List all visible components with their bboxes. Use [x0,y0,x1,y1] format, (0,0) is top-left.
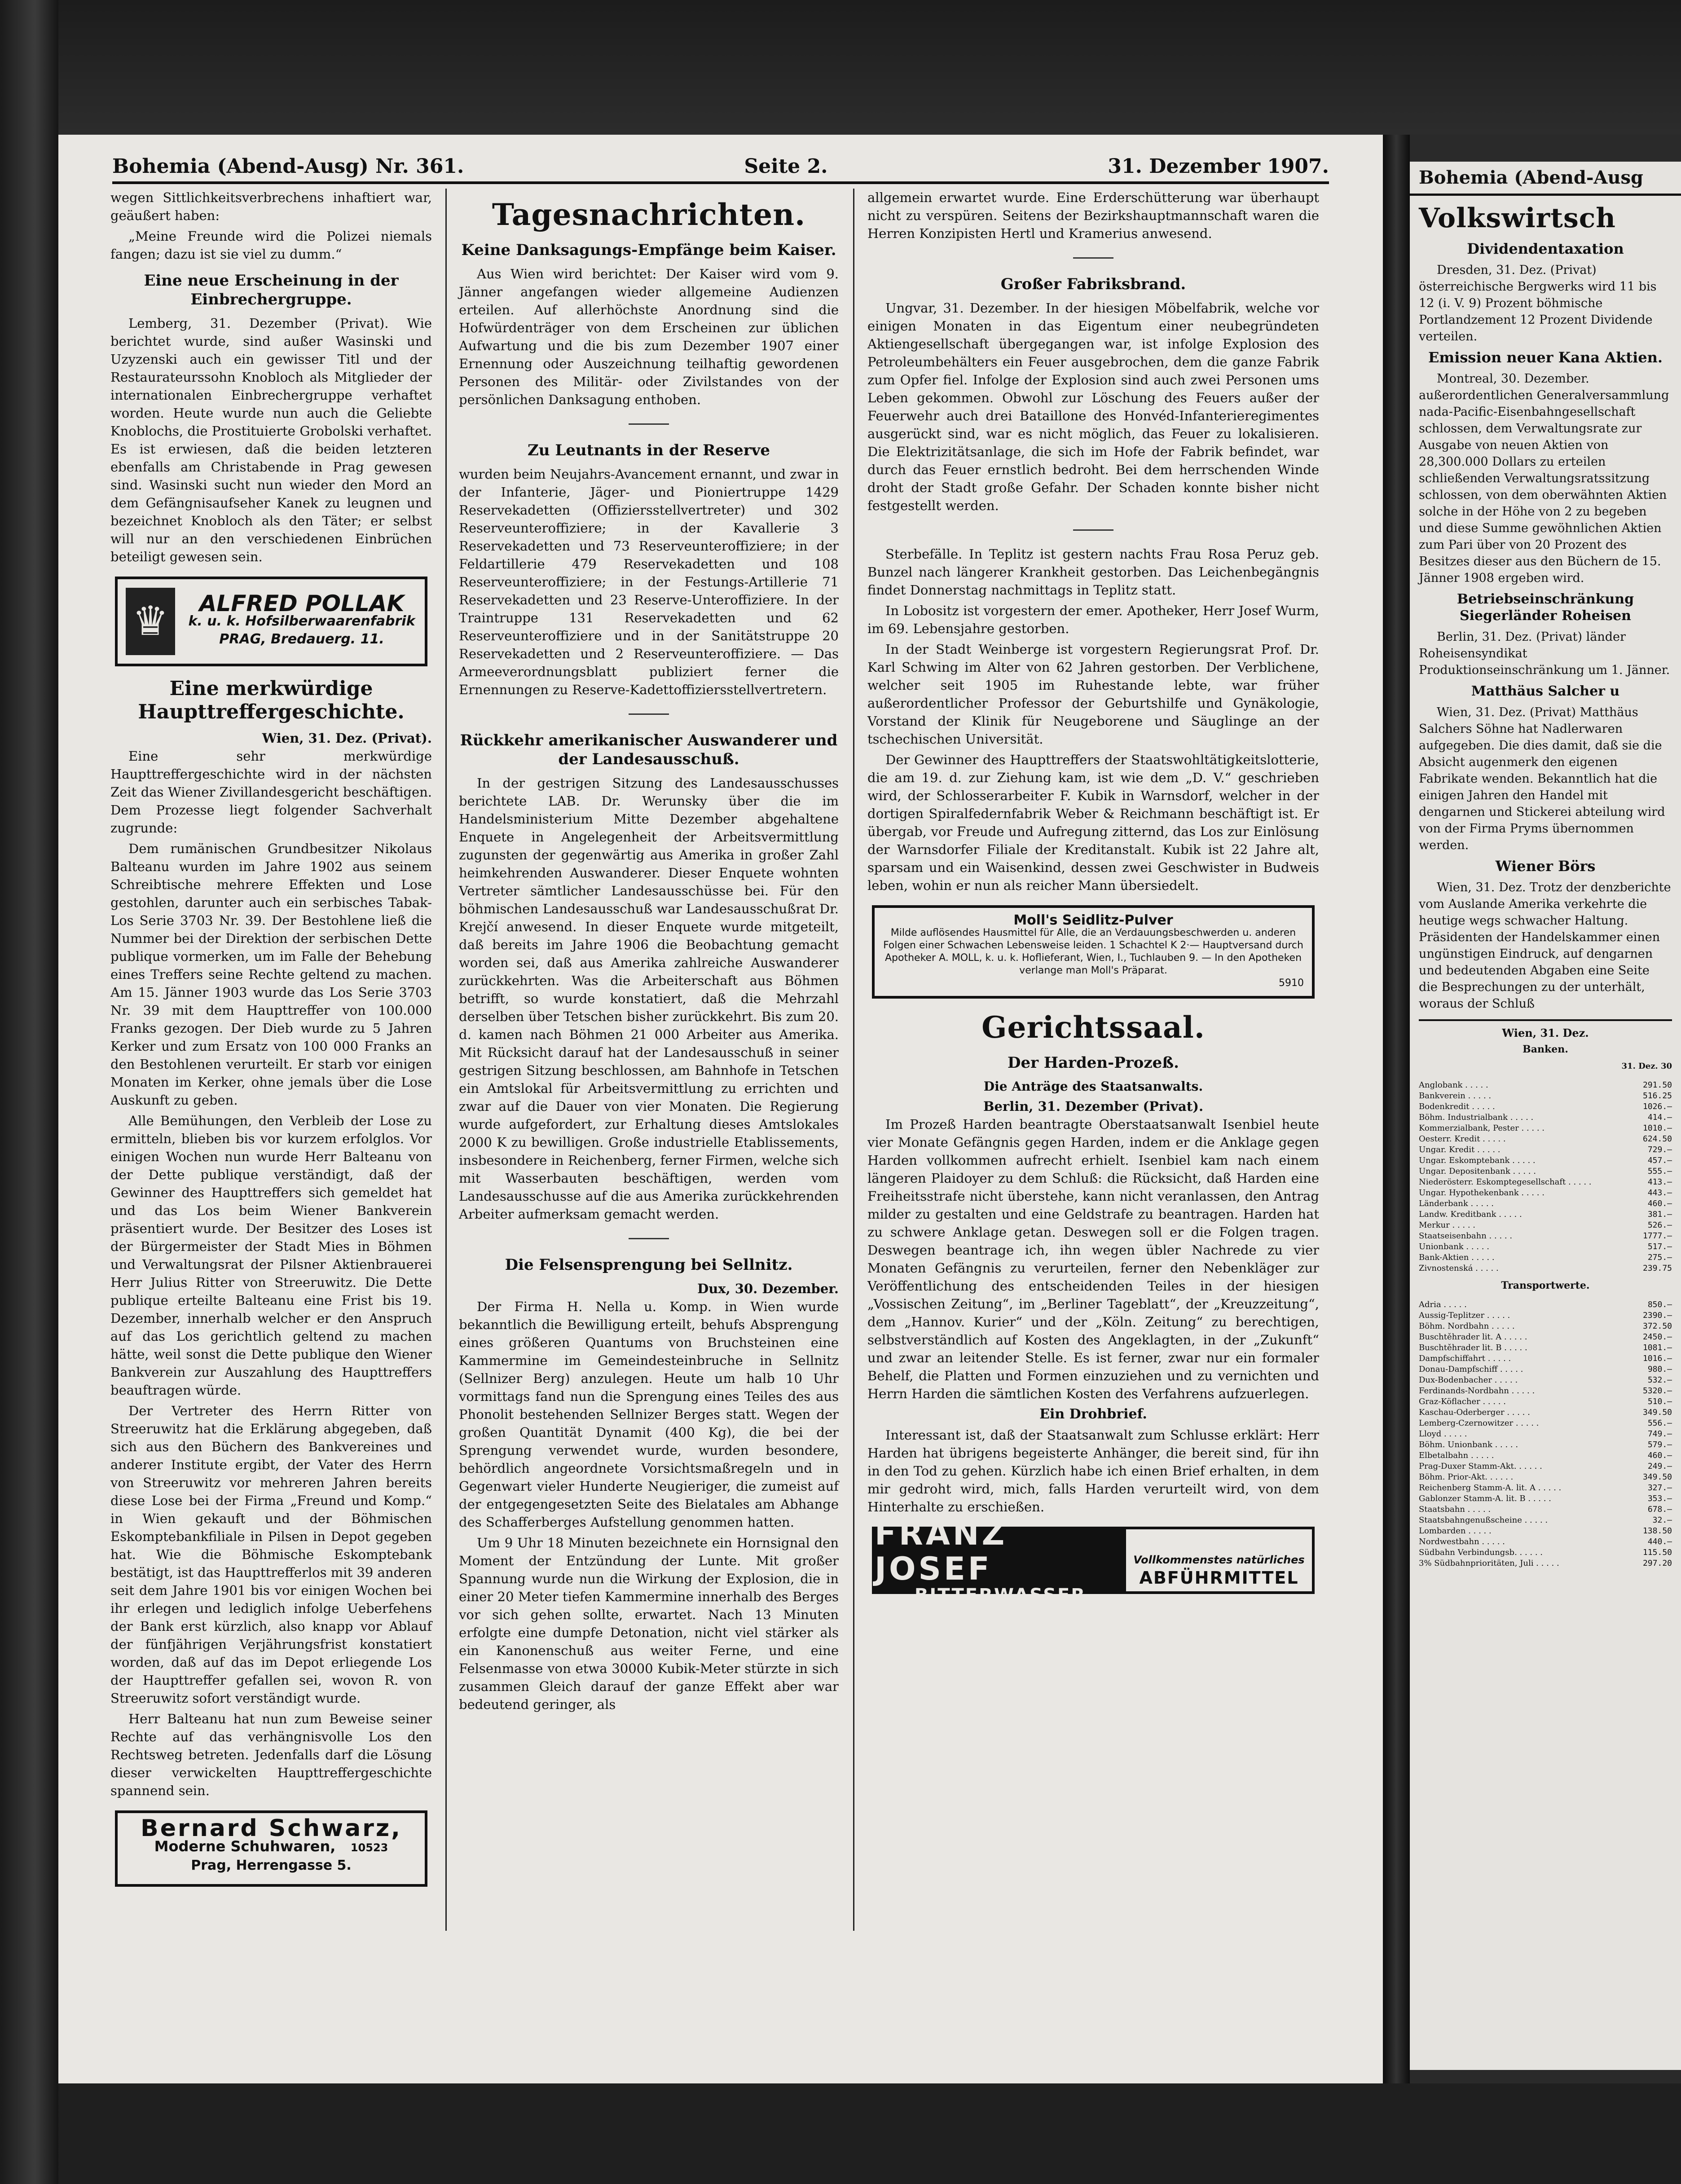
table-row [1419,1418,1672,1429]
article-text: Der Firma H. Nella u. Komp. in Wien wurde bekanntlich die Bewilligung erteilt, behufs Absprengung eines größeren Quantums von Bruchsteinen eine Kammermine im Gemeindesteinbruche in Sellnitz (Sellnizer Berg) anzulegen. Heute um halb 10 Uhr vormittags fand nun die Sprengung eines Teiles des aus Phonolit bestehenden Sellnizer Berges statt. Wegen der großen Quantität Dynamit (400 Kg), die bei der Sprengung verwendet wurde, wurden besondere, behördlich angeordnete Vorsichtsmaßregeln und in Gegenwart vieler Hunderte Neugieriger, die zumeist auf der entgegengesetzten Seite des Bielatales am Abhange des Schafferberges Aufstellung genommen hatten. [459,1299,839,1530]
ad-text: Milde auflösendes Hausmittel für Alle, die an Verdauungsbeschwerden u. anderen Folgen einer Schwachen Lebensweise leiden. 1 Schachtel K 2·— Hauptversand durch Apotheker A. MOLL, k. u. k. Hoflieferant, Wien, I., Tuchlauben 9. — In den Apotheken verlange man Moll's Präparat. [883,927,1303,976]
stock-value: 460.— [1647,1199,1672,1208]
article-dateline: Dux, 30. Dezember. [697,1281,839,1296]
stock-name: Lloyd . . . . . [1419,1429,1467,1439]
article-text: Lemberg, 31. Dezember (Privat). Wie berichtet wurde, sind außer Wasinski und Uzyzenski auch ein gewisser Titl und der Restaurateurssohn Knobloch als Mitglieder der internationalen Einbrechergruppe verhaftet worden. Heute wurde nun auch die Geliebte Knoblochs, die Prostituierte Grobolski verhaftet. Es ist erwiesen, daß die beiden letzteren ebenfalls am Christabende in Prag gewesen sind. Wasinski sucht nun wieder den Mord an dem Gefängnisaufseher Kanek zu leugnen und bezeichnet Knobloch als den Täter; er selbst will nur an den verschiedenen Einbrüchen beteiligt gewesen sein. [110,316,432,564]
page-header [112,153,1329,184]
stock-value: 850.— [1647,1300,1672,1309]
table-column-header: 31. Dez. 30 [1621,1061,1672,1071]
table-row [1419,1364,1672,1375]
table-row [1419,1123,1672,1134]
article-text: Eine sehr merkwürdige Haupttreffergeschichte wird in der nächsten Zeit das Wiener Zivillandesgericht beschäftigen. Dem Prozesse liegt folgender Sachverhalt zugrunde: [110,749,432,836]
page-header: Bohemia (Abend-Ausg [1410,162,1681,196]
stock-name: Böhm. Industrialbank . . . . . [1419,1113,1534,1122]
transport-table [1419,1299,1672,1569]
table-row [1419,1155,1672,1166]
table-row [1419,1188,1672,1198]
ad-number: 10523 [350,1841,388,1854]
stock-value: 1081.— [1642,1343,1672,1352]
article-text: In der Stadt Weinberge ist vorgestern Regierungsrat Prof. Dr. Karl Schwing im Alter von 62 Jahren gestorben. Der Verblichene, welcher seit 1905 im Ruhestande lebte, war früher außerordentlicher Professor der Geburtshilfe und Gynäkologie, Vorstand der Klinik für Neugeborene und Säuglinge an der tschechischen Universität. [867,642,1319,747]
stock-name: Lombarden . . . . . [1419,1526,1492,1536]
section-title: Tagesnachrichten. [492,197,806,232]
stock-name: Bankverein . . . . . [1419,1091,1492,1101]
article-text: Im Prozeß Harden beantragte Oberstaatsanwalt Isenbiel heute vier Monate Gefängnis gegen Harden, indem er die Anklage gegen Harden vollkommen aufrecht erhielt. Isenbiel kam nach einem längeren Plaidoyer zu dem Schluß: die Rücksicht, daß Harden eine Freiheitsstrafe nicht überstehe, kann nicht veranlassen, den Antrag milder zu gestalten und eine Geldstrafe zu beantragen. Harden hat zu schwere Anklage getan. Deswegen soll er die Folgen tragen. Deswegen beantrage ich, ihn wegen übler Nachrede zu vier Monaten Gefängnis zu verurteilen, ferner den Nebenkläger zur Veröffentlichung des entscheidenden Teiles in der hiesigen „Vossischen Zeitung“, im „Berliner Tageblatt“, der „Kreuzzeitung“, dem „Hannov. Kurier“ und der „Köln. Zeitung“ zu berechtigen, selbstverständlich auf Kosten des Angeklagten, in der „Zukunft“ und zwar an leitender Stelle. Es ist ferner, zwar nur ein formaler Behelf, die Platten und Formen einzuziehen und zu vernichten und Herrn Harden die sämtlichen Kosten des Verfahrens aufzuerlegen. [867,1117,1319,1401]
table-row [1419,1252,1672,1263]
stock-name: Ferdinands-Nordbahn . . . . . [1419,1386,1535,1396]
stock-name: Anglobank . . . . . [1419,1080,1488,1090]
table-row [1419,1537,1672,1547]
stock-value: 138.50 [1642,1526,1672,1536]
table-row [1419,1526,1672,1537]
stock-name: Elbetalbahn . . . . . [1419,1451,1494,1460]
table-row [1419,1198,1672,1209]
stock-value: 556.— [1647,1418,1672,1428]
ad-line: Vollkommenstes natürliches [1133,1554,1305,1566]
adjacent-page [1410,162,1681,2070]
stock-name: Böhm. Nordbahn . . . . . [1419,1321,1515,1331]
crown-logo-icon: ♛ [126,588,175,655]
article-text: Dem rumänischen Grundbesitzer Nikolaus Balteanu wurden im Jahre 1902 aus seinem Schreibtische mehrere Effekten und Lose gestohlen, darunter auch ein serbisches Tabak-Los Serie 3703 Nr. 39. Der Bestohlene ließ die Nummer bei der Direktion der serbischen Dette publique vormerken, um im Falle der Behebung eines Treffers seine Rechte geltend zu machen. Am 15. Jänner 1903 wurde das Los Serie 3703 Nr. 39 mit dem Haupttreffer von 100.000 Franks gezogen. Der Dieb wurde zu 5 Jahren Kerker und zum Ersatz von 100 000 Franks an den Bestohlenen verurteilt. Er starb vor einigen Monaten im Kerker, ohne jemals über die Lose Auskunft zu geben. [110,841,432,1108]
stock-name: Böhm. Unionbank . . . . . [1419,1440,1518,1449]
stock-value: 5320.— [1642,1386,1672,1396]
stock-name: Bodenkredit . . . . . [1419,1102,1495,1111]
stock-name: Nordwestbahn . . . . . [1419,1537,1505,1546]
stock-value: 327.— [1647,1483,1672,1493]
table-row [1419,1353,1672,1364]
stock-name: Landw. Kreditbank . . . . . [1419,1210,1522,1219]
stock-value: 526.— [1647,1220,1672,1230]
table-row [1419,1091,1672,1101]
header-left: Bohemia (Abend-Ausg) Nr. 361. [112,155,464,178]
article-text: Alle Bemühungen, den Verbleib der Lose zu ermitteln, blieben bis vor kurzem erfolglos. Vor einigen Wochen nun wurde Herr Balteanu von der Dette publique verständigt, daß der Gewinner des Haupttreffers sich gemeldet hat und das Los beim Wiener Bankverein präsentiert wurde. Der Besitzer des Loses ist der Bürgermeister der Stadt Mies in Böhmen und Verwaltungsrat der Pilsner Aktienbrauerei Herr Julius Ritter von Streeruwitz. Die Dette publique erteilte Balteanu eine Frist bis 19. Dezember, innerhalb welcher er den Anspruch auf das Los gerichtlich geltend zu machen hätte, weil sonst die Dette publique den Wiener Bankverein zur Auszahlung des Haupttreffers beauftragen würde. [110,1113,432,1398]
stock-value: 980.— [1647,1365,1672,1374]
table-row [1419,1450,1672,1461]
stock-name: 3% Südbahnprioritäten, Juli . . . . . [1419,1559,1559,1568]
table-row [1419,1231,1672,1242]
stock-name: Ungar. Depositenbank . . . . . [1419,1167,1536,1176]
article-dateline: Berlin, 31. Dezember (Privat). [983,1099,1204,1114]
table-row [1419,1343,1672,1353]
article-text: Wien, 31. Dez. (Privat) Matthäus Salchers Söhne hat Nadlerwaren aufgegeben. Die dies damit, daß sie die Absicht augenmerk den eigenen Fabrikate wenden. Bekanntlich hat die einigen Jahren den Handel mit dengarnen und Stickerei abteilung wird von der Firma Pryms übernommen werden. [1419,705,1665,852]
stock-value: 349.50 [1642,1408,1672,1417]
stock-name: Oesterr. Kredit . . . . . [1419,1134,1506,1144]
stock-value: 1016.— [1642,1354,1672,1363]
stock-value: 516.25 [1642,1091,1672,1101]
page-gutter [1383,135,1410,2083]
table-row [1419,1209,1672,1220]
stock-name: Staatseisenbahn . . . . . [1419,1231,1513,1241]
stock-value: 510.— [1647,1397,1672,1406]
table-row [1419,1321,1672,1332]
stock-value: 2390.— [1642,1311,1672,1320]
article-headline: Rückkehr amerikanischer Auswanderer und der Landesausschuß. [460,731,838,768]
ad-number: 5910 [1279,978,1304,989]
stock-value: 555.— [1647,1167,1672,1176]
stock-name: Gablonzer Stamm-A. lit. B . . . . . [1419,1494,1551,1503]
ad-line: Prag, Herrengasse 5. [191,1858,352,1873]
stock-name: Niederösterr. Eskomptegesellschaft . . . . . [1419,1177,1592,1187]
stock-value: 1010.— [1642,1123,1672,1133]
stock-name: Graz-Köflacher . . . . . [1419,1397,1506,1406]
table-row [1419,1101,1672,1112]
table-row [1419,1504,1672,1515]
stock-name: Dampfschiffahrt . . . . . [1419,1354,1511,1363]
stock-value: 275.— [1647,1253,1672,1262]
table-row [1419,1483,1672,1493]
stock-value: 457.— [1647,1156,1672,1165]
article-headline: Eine neue Erscheinung in der Einbrechergruppe. [144,272,399,308]
stock-table [1419,1019,1672,1569]
stock-name: Buschtěhrader lit. A . . . . . [1419,1332,1527,1342]
stock-value: 624.50 [1642,1134,1672,1144]
article-headline: Dividendentaxation [1467,240,1624,257]
stock-value: 349.50 [1642,1472,1672,1482]
ad-line: BITTERWASSER [914,1585,1087,1606]
ad-name: ALFRED POLLAK [199,590,405,616]
table-row [1419,1558,1672,1569]
stock-name: Bank-Aktien . . . . . [1419,1253,1495,1262]
article-headline: Ein Drohbrief. [1039,1406,1147,1422]
article-headline: Wiener Börs [1495,858,1596,875]
article-headline: Eine merkwürdige Haupttreffergeschichte. [138,677,405,723]
stock-name: Reichenberg Stamm-A. lit. A . . . . . [1419,1483,1562,1493]
stock-name: Ungar. Hypothekenbank . . . . . [1419,1188,1545,1198]
article-text: Der Vertreter des Herrn Ritter von Streeruwitz hat die Erklärung abgegeben, daß sich aus den Büchern des Bankvereines und anderer Institute ergibt, der Vater des Herrn von Streeruwitz vor mehreren Jahren bereits diese Lose bei der Firma „Freund und Komp.“ in Wien gekauft und der Böhmischen Eskomptebankfiliale in Pilsen in Depot gegeben hat. Wie die Böhmische Eskomptebank bestätigt, ist das Haupttrefferlos mit 39 anderen seit dem Jahre 1901 bis vor einigen Wochen bei ihr erlegen und lediglich infolge Ueberfehens der Bank erst kürzlich, also knapp vor Ablauf der fünfjährigen Verjährungsfrist konstatiert worden, daß auf das im Depot erliegende Los der Haupttreffer gefallen sei, wovon R. von Streeruwitz sofort verständigt wurde. [110,1403,432,1706]
column-rule [445,189,447,1931]
stock-value: 1026.— [1642,1102,1672,1111]
article-text: Um 9 Uhr 18 Minuten bezeichnete ein Hornsignal den Moment der Entzündung der Lunte. Mit großer Spannung wurde nun die Wirkung der Explosion, die in einer 20 Meter tiefen Kammermine innerhalb des Berges vor sich gehen sollte, erwartet. Nach 13 Minuten erfolgte eine dumpfe Detonation, nicht viel stärker als ein Kanonenschuß aus weiter Ferne, und eine Felsenmasse von etwa 30000 Kubik-Meter stürzte in sich zusammen Gleich darauf der ganze Effekt aber war bedeutend geringer, als [459,1535,839,1712]
table-row [1419,1547,1672,1558]
stock-name: Staatsbahngenußscheine . . . . . [1419,1515,1548,1525]
column-rule [853,189,854,1931]
stock-value: 413.— [1647,1177,1672,1187]
article-text: wurden beim Neujahrs-Avancement ernannt, und zwar in der Infanterie, Jäger- und Pioniertruppe 1429 Reservekadetten (Offiziersstellvertreter) und 302 Reserveunteroffiziere; in der Kavallerie 3 Reservekadetten und 73 Reserveunteroffiziere; in der Feldartillerie 479 Reservekadetten und 108 Reserveunteroffiziere; in der Festungs-Artillerie 71 Reservekadetten und 23 Reserve-Unteroffiziere. In der Traintruppe 131 Reservekadetten und 62 Reserveunteroffiziere und in der Sanitätstruppe 20 Reservekadetten und 2 Reserveunteroffiziere. — Das Armeeverordnungsblatt publiziert ferner die Ernennungen zu Reserve-Kadettoffiziersstellvertretern. [459,467,839,697]
table-row [1419,1310,1672,1321]
section-title: Gerichtssaal. [981,1010,1205,1045]
article-text: Montreal, 30. Dezember. außerordentlichen Generalversammlung nada-Pacific-Eisenbahngesellschaft schlossen, dem Verwaltungsrate zur Ausgabe von neuen Aktien von 28,300.000 Dollars zu erteilen schließenden Verwaltungsratssitzung schlossen, von dem oberwähnten Aktien solche in der Höhe von 2 zu begeben und diese Summe gewöhnlichen Aktien zum Pari über von 20 Prozent des Besitzes dieser aus den Büchern de 15. Jänner 1908 ergeben wird. [1419,372,1669,585]
article-text: In Lobositz ist vorgestern der emer. Apotheker, Herr Josef Wurm, im 69. Lebensjahre gestorben. [867,603,1319,636]
table-row [1419,1263,1672,1274]
table-row [1419,1166,1672,1177]
stock-value: 440.— [1647,1537,1672,1546]
article-text: Interessant ist, daß der Staatsanwalt zum Schlusse erklärt: Herr Harden hat übrigens begeisterte Anhänger, die bereit sind, für ihn in den Tod zu gehen. Kürzlich habe ich einen Brief erhalten, in dem mir gedroht wird, mich, falls Harden verurteilt wird, von dem Hinterhalte zu erschießen. [867,1427,1319,1515]
section-title: Volkswirtsch [1419,203,1616,234]
column-1 [58,189,440,1898]
divider [459,705,839,723]
article-text: Sterbefälle. In Teplitz ist gestern nachts Frau Rosa Peruz geb. Bunzel nach längerer Krankheit gestorben. Das Leichenbegängnis findet Donnerstag nachmittags in Teplitz statt. [867,546,1319,598]
table-section: Transportwerte. [1501,1280,1590,1291]
stock-value: 729.— [1647,1145,1672,1154]
advertisement-schwarz [115,1810,427,1887]
table-row [1419,1515,1672,1526]
article-text: Aus Wien wird berichtet: Der Kaiser wird vom 9. Jänner angefangen wieder allgemeine Audienzen erteilen. Auf allerhöchste Anordnung sind die Hofwürdenträger von dem Erscheinen zur üblichen Aufwartung und die bis zum Dezember 1907 einer Ernennung oder Auszeichnung teilhaftig gewordenen Personen des Militär- oder Zivilstandes von der persönlichen Danksagung enthoben. [459,266,839,407]
stock-value: 32.— [1652,1515,1672,1525]
article-text: wegen Sittlichkeitsverbrechens inhaftiert war, geäußert haben: [110,190,432,223]
table-row [1419,1134,1672,1145]
banks-table [1419,1080,1672,1274]
stock-value: 579.— [1647,1440,1672,1449]
table-row [1419,1112,1672,1123]
table-row [1419,1242,1672,1252]
stock-name: Merkur . . . . . [1419,1220,1476,1230]
stock-name: Prag-Duxer Stamm-Akt. . . . . . [1419,1462,1542,1471]
stock-name: Kommerzialbank, Pester . . . . . [1419,1123,1545,1133]
table-section: Banken. [1523,1044,1568,1055]
article-text: allgemein erwartet wurde. Eine Erderschütterung war überhaupt nicht zu verspüren. Seitens der Bezirkshauptmannschaft waren die Herren Konzipisten Hertl und Kramerius anwesend. [867,190,1319,241]
stock-value: 1777.— [1642,1231,1672,1241]
stock-name: Dux-Bodenbacher . . . . . [1419,1375,1518,1385]
scan-border-top [58,0,1681,135]
column-3 [858,189,1329,1605]
stock-value: 291.50 [1642,1080,1672,1090]
stock-value: 239.75 [1642,1264,1672,1273]
advertisement-franz-josef [872,1515,1315,1606]
column-2 [449,189,849,1716]
stock-value: 115.50 [1642,1548,1672,1557]
table-row [1419,1386,1672,1396]
ad-line: ABFÜHRMITTEL [1139,1568,1299,1588]
stock-name: Ungar. Kredit . . . . . [1419,1145,1501,1154]
article-text: Dresden, 31. Dez. (Privat) österreichische Bergwerks wird 11 bis 12 (i. V. 9) Prozent böhmische Portlandzement 12 Prozent Dividende verteilen. [1419,263,1657,343]
stock-value: 517.— [1647,1242,1672,1251]
scan-border-left [0,0,58,2184]
table-row [1419,1080,1672,1091]
table-row [1419,1375,1672,1386]
newspaper-page [58,135,1383,2083]
stock-name: Aussig-Teplitzer . . . . . [1419,1311,1510,1320]
table-row [1419,1472,1672,1483]
article-text: Der Gewinner des Haupttreffers der Staatswohltätigkeitslotterie, die am 19. d. zur Ziehung kam, ist wie dem „D. V.“ geschrieben wird, der Schlosserarbeiter F. Kubik in Warnsdorf, welcher in der dortigen Spiralfedernfabrik Weber & Reichmann beschäftigt ist. Er übergab, vor Freude und Aufregung zitternd, das Los zur Einlösung der Warnsdorfer Filiale der Kreditanstalt. Kubik ist 22 Jahre alt, sparsam und ein Waisenkind, dessen zwei Geschwister in Budweis leben, wohin er nun als reicher Mann übersiedelt. [867,752,1319,893]
article-subheadline: Die Anträge des Staatsanwalts. [983,1079,1203,1094]
table-row [1419,1407,1672,1418]
ad-line: PRAG, Bredauerg. 11. [219,631,384,647]
table-row [1419,1461,1672,1472]
article-headline: Keine Danksagungs-Empfänge beim Kaiser. [461,241,836,259]
article-headline: Matthäus Salcher u [1471,683,1620,699]
stock-value: 381.— [1647,1210,1672,1219]
article-headline: Zu Leutnants in der Reserve [527,441,770,459]
article-text: In der gestrigen Sitzung des Landesausschusses berichtete LAB. Dr. Werunsky über die im Handelsministerium Mitte Dezember abgehaltene Enquete in Angelegenheit der Arbeitsvermittlung zugunsten der gegenwärtig aus Amerika in großer Zahl heimkehrenden Auswanderer. Dieser Enquete wohnten Vertreter sämtlicher Landesausschüsse bei. Für den böhmischen Landesausschuß war Landesausschußrat Dr. Krejčí anwesend. In dieser Enquete wurde mitgeteilt, daß bereits im Jahre 1906 die Beobachtung gemacht worden sei, daß aus Amerika zahlreiche Auswanderer zurückkehrten. Was die Arbeiterschaft aus Böhmen betrifft, so wurde konstatiert, daß die Mehrzahl derselben über Tetschen bisher zurückkehrt. Bis zum 20. d. kamen nach Böhmen 21 000 Arbeiter aus Amerika. Mit Rücksicht darauf hat der Landesausschuß in seiner gestrigen Sitzung beschlossen, am Bahnhofe in Tetschen ein Amtslokal für Arbeitsvermittlung zu errichten und zwar auf die Dauer von vier Monaten. Die Regierung wurde aufgefordert, zur Erhaltung dieses Amtslokales 2000 K zu bewilligen. Große industrielle Etablissements, insbesondere in Reichenberg, ferner Firmen, welche sich mit Wasserbauten beschäftigen, werden vom Landesausschusse auf die aus Amerika zurückkehrenden Arbeiter aufmerksam gemacht werden. [459,775,839,1222]
advertisement-pollak [115,577,427,666]
stock-value: 2450.— [1642,1332,1672,1342]
stock-value: 249.— [1647,1462,1672,1471]
article-headline: Betriebseinschränkung Siegerländer Roheisen [1457,591,1634,624]
table-row [1419,1220,1672,1231]
ad-line: k. u. k. Hofsilberwaarenfabrik [188,613,415,629]
table-row [1419,1177,1672,1188]
stock-name: Kaschau-Oderberger . . . . . [1419,1408,1530,1417]
header-right: 31. Dezember 1907. [1108,155,1329,178]
article-headline: Der Harden-Prozeß. [1008,1054,1179,1072]
article-headline: Die Felsensprengung bei Sellnitz. [505,1256,793,1274]
table-row [1419,1299,1672,1310]
stock-name: Zivnostenská . . . . . [1419,1264,1499,1273]
table-row [1419,1493,1672,1504]
stock-name: Unionbank . . . . . [1419,1242,1489,1251]
ad-name: Bernard Schwarz, [141,1815,402,1842]
stock-value: 460.— [1647,1451,1672,1460]
table-row [1419,1440,1672,1450]
stock-value: 443.— [1647,1188,1672,1198]
divider [459,415,839,433]
ad-name: FRANZ JOSEF [875,1515,1008,1587]
article-dateline: Wien, 31. Dez. (Privat). [262,731,432,746]
stock-value: 414.— [1647,1113,1672,1122]
stock-name: Länderbank . . . . . [1419,1199,1494,1208]
divider [867,521,1319,539]
table-title: Wien, 31. Dez. [1502,1026,1589,1039]
table-row [1419,1145,1672,1155]
article-text: Berlin, 31. Dez. (Privat) länder Roheisensyndikat Produktionseinschränkung um 1. Jänner. [1419,630,1670,677]
stock-value: 678.— [1647,1505,1672,1514]
stock-name: Adria . . . . . [1419,1300,1467,1309]
header-center: Seite 2. [744,155,828,178]
stock-name: Donau-Dampfschiff . . . . . [1419,1365,1523,1374]
article-text: „Meine Freunde wird die Polizei niemals fangen; dazu ist sie viel zu dumm.“ [110,229,432,262]
article-headline: Großer Fabriksbrand. [1000,275,1186,293]
article-text: Herr Balteanu hat nun zum Beweise seiner Rechte auf das verhängnisvolle Los den Rechtsweg betreten. Jedenfalls darf die Lösung dieser verwickelten Haupttreffergeschichte spannend sein. [110,1711,432,1798]
stock-name: Ungar. Eskomptebank . . . . . [1419,1156,1536,1165]
table-row [1419,1429,1672,1440]
scan-border-bottom [58,2083,1681,2184]
stock-value: 749.— [1647,1429,1672,1439]
table-row [1419,1396,1672,1407]
stock-value: 297.20 [1642,1559,1672,1568]
stock-name: Buschtěhrader lit. B . . . . . [1419,1343,1527,1352]
ad-line: Moderne Schuhwaren, [154,1838,336,1855]
stock-name: Böhm. Prior-Akt. . . . . . [1419,1472,1514,1482]
divider [867,249,1319,267]
stock-value: 372.50 [1642,1321,1672,1331]
stock-name: Südbahn Verbindungsb. . . . . . [1419,1548,1543,1557]
table-row [1419,1332,1672,1343]
advertisement-moll [872,905,1315,999]
article-text: Ungvar, 31. Dezember. In der hiesigen Möbelfabrik, welche vor einigen Monaten in das Eigentum einer neubegründeten Aktiengesellschaft übergegangen war, ist infolge Explosion des Petroleumbehälters ein Feuer ausgebrochen, dem die ganze Fabrik zum Opfer fiel. Infolge der Explosion sind auch zwei Personen ums Leben gekommen. Obwohl zur Löschung des Feuers außer der Feuerwehr auch drei Bataillone des Honvéd-Infanterieregimentes ausgerückt sind, war es nicht möglich, das Feuer zu lokalisieren. Die Elektrizitätsanlage, die sich im Hofe der Fabrik befindet, war durch das Feuer ernstlich bedroht. Bei dem herrschenden Winde droht der Stadt große Gefahr. Der Schaden konnte bisher nicht festgestellt werden. [867,300,1319,513]
stock-value: 532.— [1647,1375,1672,1385]
stock-name: Lemberg-Czernowitzer . . . . . [1419,1418,1539,1428]
ad-name: Moll's Seidlitz-Pulver [1013,912,1173,928]
divider [459,1229,839,1247]
article-text: Wien, 31. Dez. Trotz der denzberichte vom Auslande Amerika verkehrte die heutige wegs schwacher Haltung. Präsidenten der Handelskammer einen ungünstigen Eindruck, auf dengarnen und bedeutenden Abgaben eine Seite die Besprechungen zu der unterhält, woraus der Schluß [1419,881,1671,1011]
stock-value: 353.— [1647,1494,1672,1503]
stock-name: Staatsbahn . . . . . [1419,1505,1491,1514]
article-headline: Emission neuer Kana Aktien. [1428,349,1663,366]
